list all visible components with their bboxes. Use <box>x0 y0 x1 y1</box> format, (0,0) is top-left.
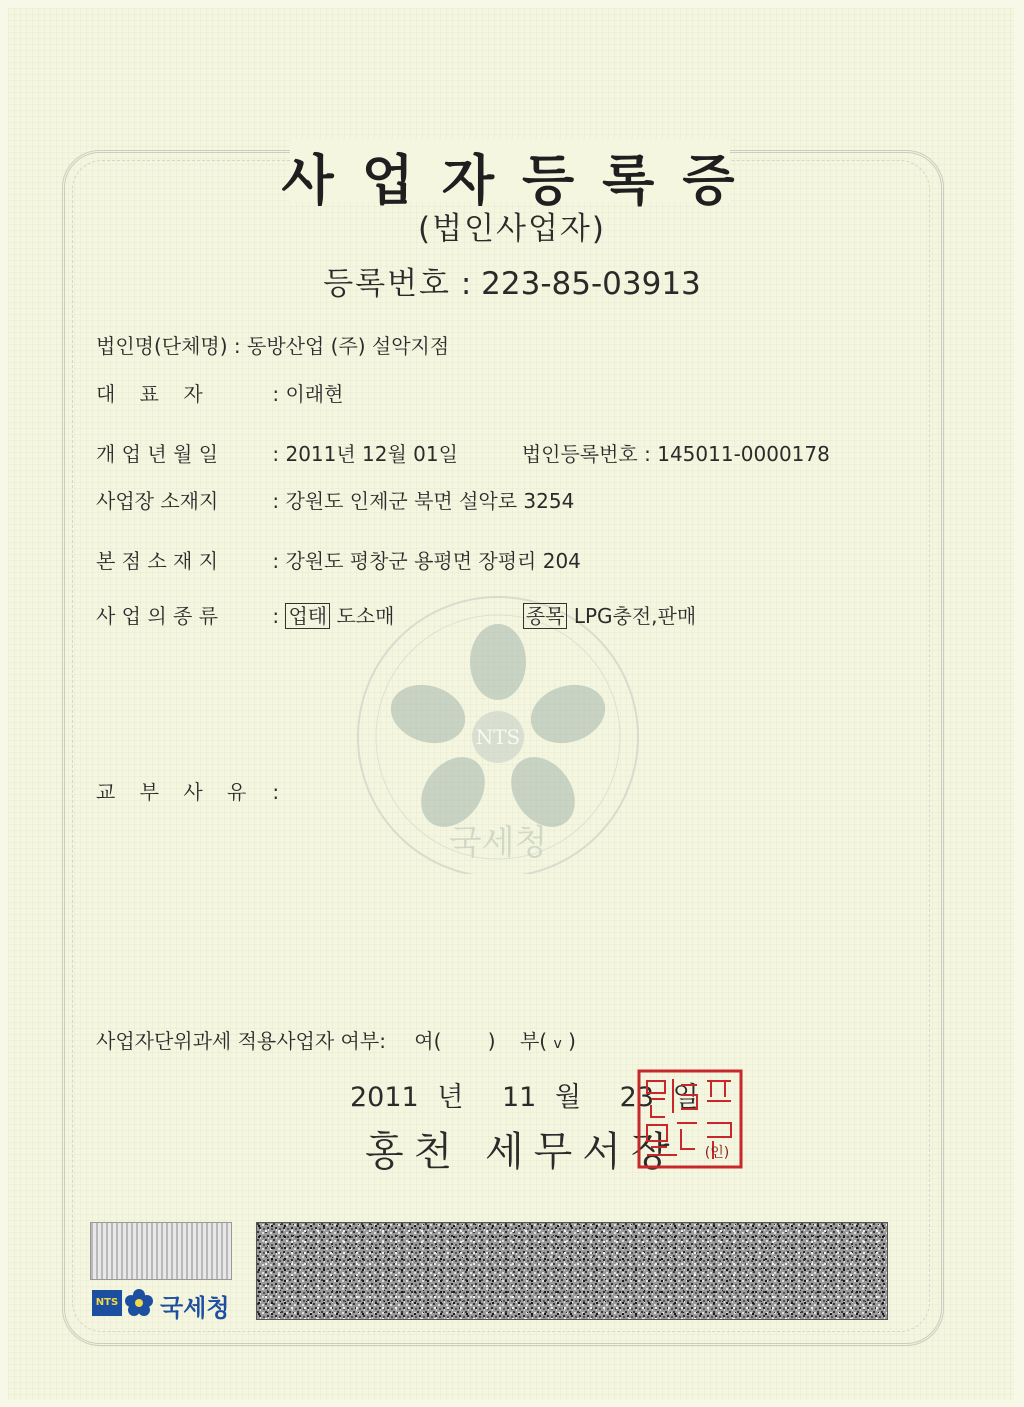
document-title: 사업자등록증 <box>281 149 763 212</box>
row-business-location: 사업장 소재지 : 강원도 인제군 북면 설악로 3254 <box>96 485 574 514</box>
registration-number-label: 등록번호 <box>323 266 451 302</box>
representative-label: 대 표 자 <box>96 382 212 406</box>
registration-number-value: 223-85-03913 <box>481 266 701 302</box>
category-tag: 업태 <box>285 603 330 629</box>
business-location-value: 강원도 인제군 북면 설악로 3254 <box>285 489 575 513</box>
issuer-name: 홍천 세무서장 <box>365 1129 680 1175</box>
item-value: LPG충전,판매 <box>573 604 697 628</box>
row-representative: 대 표 자 : 이래현 <box>96 378 343 407</box>
corp-reg-label: 법인등록번호 <box>521 442 638 466</box>
opening-date-label: 개 업 년 월 일 <box>96 442 219 466</box>
representative-value: 이래현 <box>285 382 344 406</box>
row-corp-name: 법인명(단체명) : 동방산업 (주) 설악지점 <box>96 330 449 359</box>
business-type-label: 사 업 의 종 류 <box>96 604 219 628</box>
row-issue-reason: 교 부 사 유 : <box>96 776 279 805</box>
corp-reg-value: 145011-0000178 <box>657 442 830 466</box>
item-tag: 종목 <box>523 603 568 629</box>
registration-number: 등록번호 : 223-85-03913 <box>0 258 1024 303</box>
nts-badge: NTS <box>92 1290 122 1316</box>
unit-tax-no-mark: v <box>553 1036 562 1052</box>
issue-reason-label: 교 부 사 유 <box>96 780 256 804</box>
business-location-label: 사업장 소재지 <box>96 489 219 513</box>
watermark-bottom-text: 국세청 <box>448 823 548 863</box>
row-opening-date: 개 업 년 월 일 : 2011년 12월 01일 법인등록번호 : 145011-0000178 <box>96 438 830 467</box>
nts-logo-text: 국세청 <box>160 1294 230 1322</box>
row-business-type: 사 업 의 종 류 : 업태 도소매 종목 LPG충전,판매 <box>96 600 696 629</box>
barcode-stamp <box>90 1222 232 1280</box>
seal-text: (인) <box>704 1145 730 1161</box>
watermark-center-text: NTS <box>475 725 521 749</box>
category-value: 도소매 <box>336 604 395 628</box>
corp-name-label: 법인명(단체명) <box>96 334 228 358</box>
corp-name-value: 동방산업 (주) 설악지점 <box>247 334 450 358</box>
unit-tax-label: 사업자단위과세 적용사업자 여부: <box>96 1029 386 1053</box>
head-office-value: 강원도 평창군 용평면 장평리 204 <box>285 549 581 573</box>
row-head-office: 본 점 소 재 지 : 강원도 평창군 용평면 장평리 204 <box>96 545 581 574</box>
unit-tax-no: 부( <box>519 1029 548 1053</box>
unit-tax-yes: 여( <box>414 1029 442 1053</box>
official-seal <box>637 1069 743 1169</box>
issue-date: 2011 년 11 월 23 일 <box>350 1082 699 1113</box>
head-office-label: 본 점 소 재 지 <box>96 549 219 573</box>
nts-flower-icon <box>124 1288 154 1318</box>
document-subtitle: (법인사업자) <box>418 211 606 247</box>
row-unit-tax: 사업자단위과세 적용사업자 여부: 여( ) 부( v ) <box>96 1029 576 1053</box>
security-pattern <box>256 1222 888 1320</box>
opening-date-value: 2011년 12월 01일 <box>285 442 458 466</box>
nts-watermark <box>318 592 678 874</box>
